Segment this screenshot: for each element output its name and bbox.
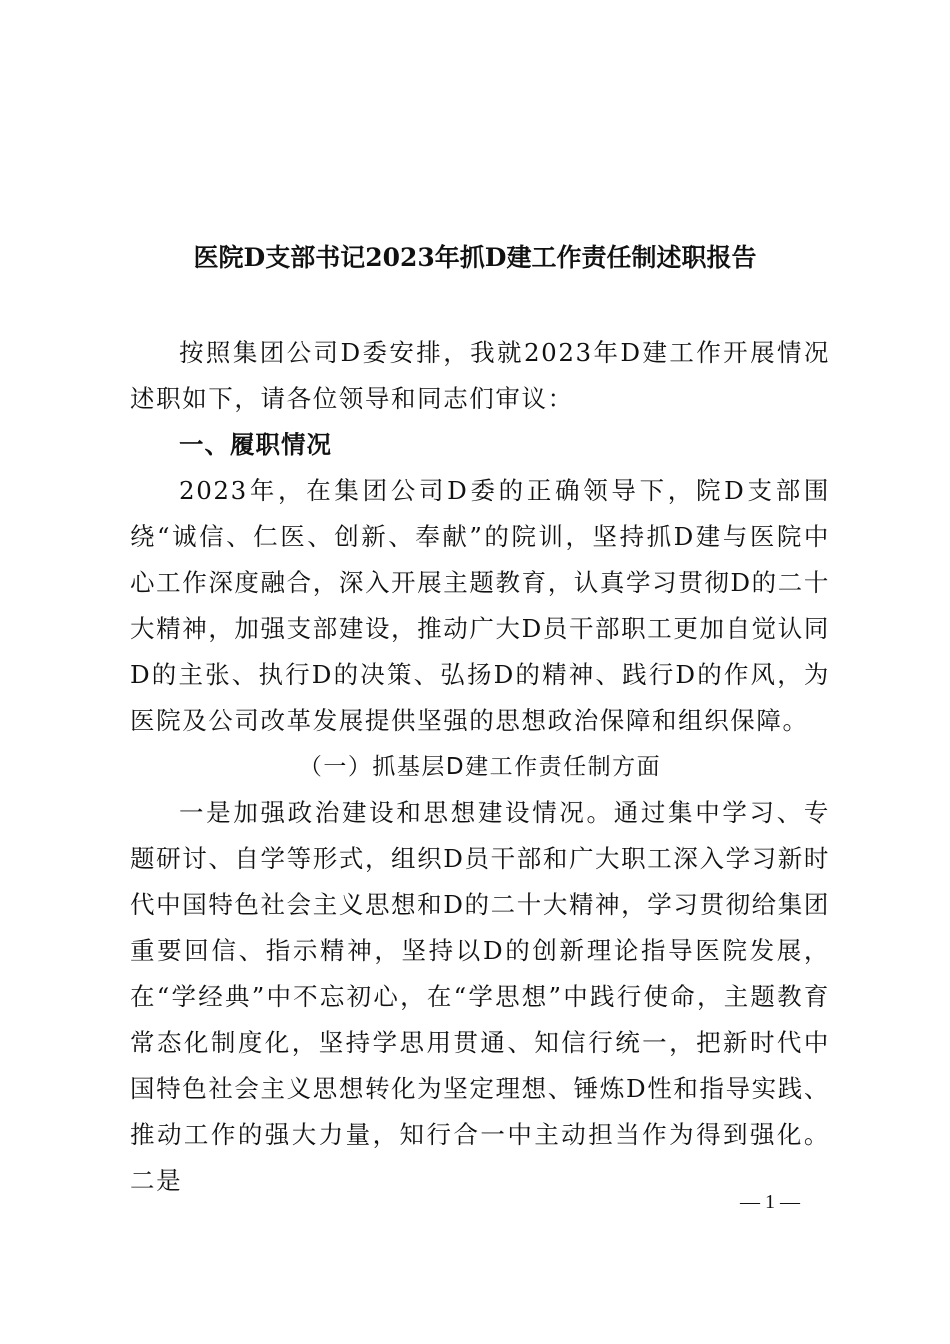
section-heading-performance: 一、履职情况 (179, 430, 332, 459)
document-body (130, 330, 830, 1204)
page-number: — 1 — (740, 1191, 800, 1213)
subsection-paragraph-responsibility: 一是加强政治建设和思想建设情况。通过集中学习、专题研讨、自学等形式，组织D员干部和广大职工深入学习新时代中国特色社会主义思想和D的二十大精神，学习贯彻给集团重要回信、指示精神，坚持以D的创新理论指导医院发展，在“学经典”中不忘初心，在“学思想”中践行使命，主题教育常态化制度化，坚持学思用贯通、知信行统一，把新时代中国特色社会主义思想转化为坚定理想、锤炼D性和指导实践、推动工作的强大力量，知行合一中主动担当作为得到强化。二是 (130, 798, 830, 1195)
intro-paragraph: 按照集团公司D委安排，我就2023年D建工作开展情况述职如下，请各位领导和同志们审议： (130, 338, 830, 413)
subsection-heading-responsibility: （一）抓基层D建工作责任制方面 (298, 754, 662, 780)
document-title: 医院D支部书记2023年抓D建工作责任制述职报告 (193, 243, 757, 272)
section-paragraph-performance: 2023年，在集团公司D委的正确领导下，院D支部围绕“诚信、仁医、创新、奉献”的院训，坚持抓D建与医院中心工作深度融合，深入开展主题教育，认真学习贯彻D的二十大精神，加强支部建设，推动广大D员干部职工更加自觉认同D的主张、执行D的决策、弘扬D的精神、践行D的作风，为医院及公司改革发展提供坚强的思想政治保障和组织保障。 (130, 476, 830, 735)
